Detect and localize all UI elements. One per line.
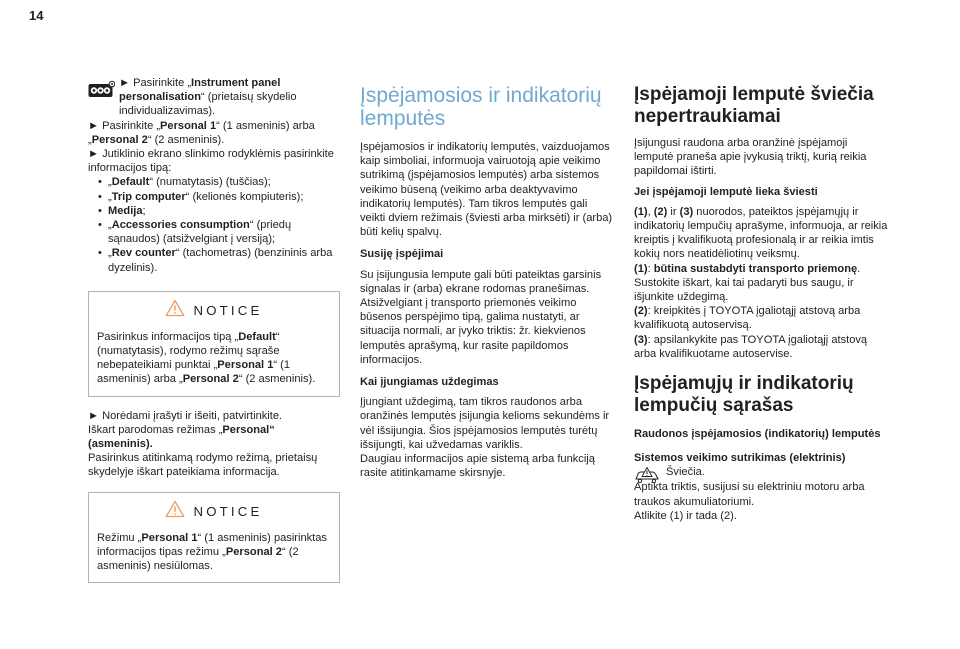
paragraph: Įsijungusi raudona arba oranžinė įspėjamoji lemputė praneša apie įvykusią triktį, kurią reikia papildomai ištirti.: [634, 137, 867, 178]
subheading-system-fault: Sistemos veikimo sutrikimas (elektrinis): [634, 452, 846, 465]
warning-triangle-icon: [165, 299, 185, 322]
column-right: [634, 84, 888, 523]
info-type-list: [98, 175, 340, 274]
fault-description: Aptikta triktis, susijusi su elektriniu motoru arba traukos akumuliatoriumi.: [634, 481, 865, 508]
fault-status: Šviečia.: [666, 466, 705, 479]
heading-warning-list: Įspėjamųjų ir indikatorių lempučių sąrašas: [634, 373, 854, 417]
step-select-personal: ► Pasirinkite „Personal 1“ (1 asmeninis) arba „Personal 2“ (2 asmeninis).: [88, 119, 315, 146]
save-instructions: ► Norėdami įrašyti ir išeiti, patvirtinkite. Iškart parodomas režimas „Personal“ (asmeninis). Pasirinkus atitinkamą rodymo režimą, prietaisų skydelyje iškart pateikiama informacija.: [88, 409, 318, 479]
arrow-bullet: ►: [88, 148, 99, 161]
list-item: • Medija;: [98, 204, 340, 218]
arrow-bullet: ►: [88, 119, 99, 132]
dashboard-display-icon: [88, 80, 115, 98]
reference-2: (2): kreipkitės į TOYOTA įgaliotąjį atstovą arba kvalifikuotą autoservisą.: [634, 305, 861, 332]
notice-header: [97, 301, 331, 321]
list-item: • „Accessories consumption“ (priedų sąnaudos) (atsižvelgiant į versiją);: [98, 218, 340, 246]
arrow-bullet: ►: [88, 409, 99, 422]
column-left: [88, 76, 340, 583]
notice-title: NOTICE: [193, 504, 263, 520]
subheading-remains-on: Jei įspėjamoji lemputė lieka šviesti: [634, 185, 818, 198]
heading-continuous-warning: Įspėjamoji lemputė šviečia nepertraukiamai: [634, 84, 874, 127]
paragraph: Įjungiant uždegimą, tam tikros raudonos arba oranžinės lemputės įsijungia kelioms sekundėms ir vėl išsijungia. Šios įspėjamosios lemputės turėtų išsijungti, kai užvedamas variklis.: [360, 396, 610, 451]
paragraph: Su įsijungusia lempute gali būti pateiktas garsinis signalas ir (arba) ekrane rodomas pranešimas. Atsižvelgiant į transporto priemonės veikimo būsenos perspėjimo tipą, galima nustatyti, ar situacija normali, ar įvyko triktis: žr. kiekvienos lemputės aprašymą, kur rasite papildomos informacijos.: [360, 268, 602, 366]
paragraph: Įspėjamosios ir indikatorių lemputės, vaizduojamos kaip simboliai, informuoja vairuotoją apie veikimo sutrikimą (įspėjamosios lemputės) arba sistemos veikimo būseną (veikimo arba deaktyvavimo indikatorių lemputės). Tam tikros lemputės gali veikti dviem režimais (šviesti arba mirksėti) ir (arba) būti kelių spalvų.: [360, 141, 613, 239]
subheading-linked-warnings: Susiję įspėjimai: [360, 248, 444, 261]
section-title: Įspėjamosios ir indikatorių lemputės: [360, 84, 602, 130]
fault-action: Atlikite (1) ir tada (2).: [634, 509, 737, 522]
paragraph: Daugiau informacijos apie sistemą arba funkciją rasite atitinkamame skirsnyje.: [360, 453, 595, 480]
list-item: • „Rev counter“ (tachometras) (benzininis arba dyzelinis).: [98, 246, 340, 274]
notice-header: [97, 502, 331, 522]
page-number: 14: [29, 8, 44, 23]
warning-triangle-icon: [165, 500, 185, 523]
arrow-bullet: ►: [119, 77, 130, 89]
paragraph-references: (1), (2) ir (3) nuorodos, pateiktos įspėjamųjų ir indikatorių lempučių aprašyme, informuoja, ar reikia kreiptis į kvalifikuotą profesionalą ir ar reikia imtis kokių nors neatidėliotinų veiksmų.: [634, 205, 888, 261]
notice-box-personal: [88, 492, 340, 584]
subheading-ignition: Kai įjungiamas uždegimas: [360, 376, 499, 389]
notice-box-default: [88, 291, 340, 397]
reference-1: (1): būtina sustabdyti transporto priemonę. Sustokite iškart, kai tai padaryti bus saugu, ir išjunkite uždegimą.: [634, 262, 861, 304]
subheading-red-lamps: Raudonos įspėjamosios (indikatorių) lemputės: [634, 428, 881, 441]
list-item: • „Default“ (numatytasis) (tuščias);: [98, 175, 340, 189]
intro-step: [88, 76, 340, 119]
step-select-info-type: ► Jutiklinio ekrano slinkimo rodyklėmis pasirinkite informacijos tipą:: [88, 148, 334, 175]
list-item: • „Trip computer“ (kelionės kompiuteris);: [98, 190, 340, 204]
reference-3: (3): apsilankykite pas TOYOTA įgaliotąjį atstovą arba kvalifikuotame autoservise.: [634, 333, 868, 360]
notice-text: Režimu „Personal 1“ (1 asmeninis) pasirinktas informacijos tipas režimu „Personal 2“ (2 asmeninis) nesiūlomas.: [97, 531, 327, 573]
intro-text: ► Pasirinkite „Instrument panel personalisation“ (prietaisų skydelio individualizavimas).: [119, 77, 297, 118]
column-middle: [360, 84, 613, 480]
notice-text: Pasirinkus informacijos tipą „Default“ (numatytasis), rodymo režimų sąraše nebepateikiami punktai „Personal 1“ (1 asmeninis) arba „Personal 2“ (2 asmeninis).: [97, 330, 316, 386]
notice-title: NOTICE: [193, 303, 263, 319]
